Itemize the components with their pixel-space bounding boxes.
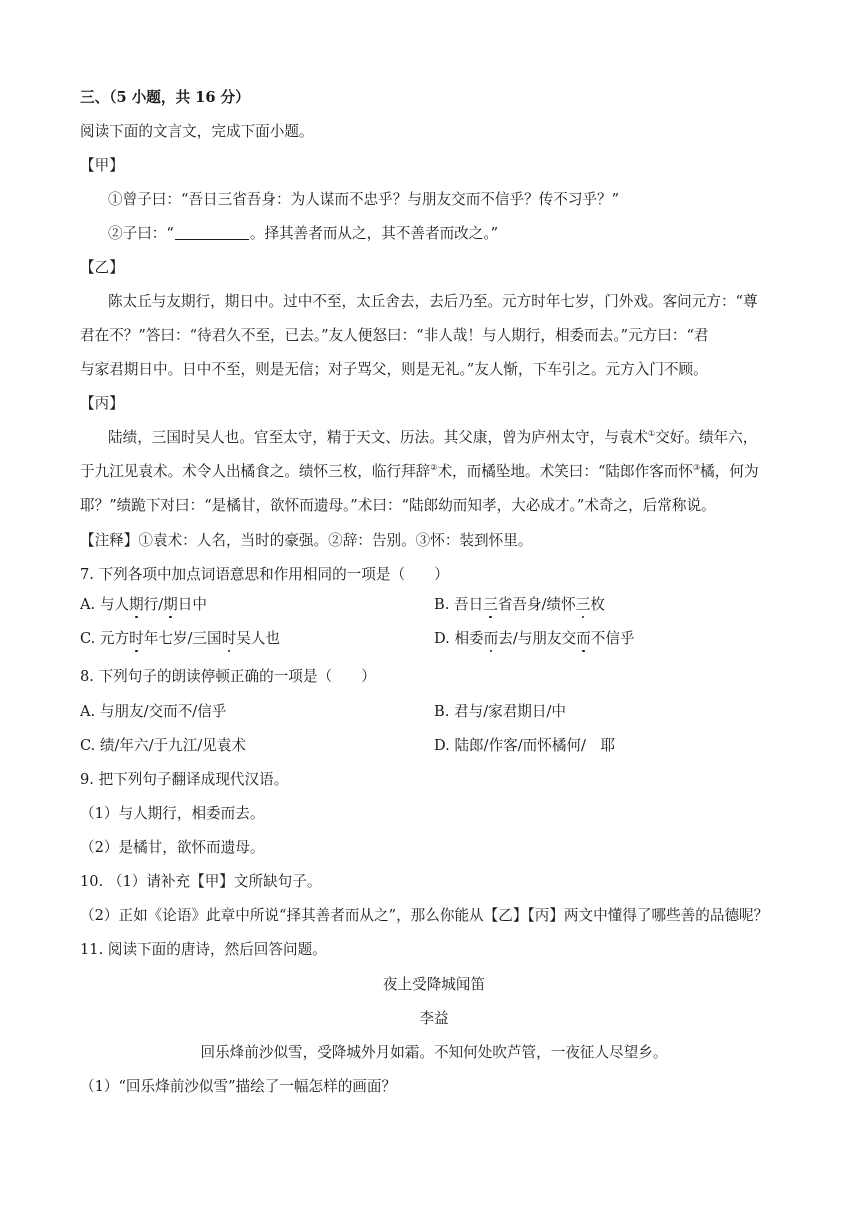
passage-bing-line1: [108, 428, 757, 448]
poem-text: 回乐烽前沙似雪，受降城外月如霜。不知何处吹芦管，一夜征人尽望乡。: [200, 1044, 668, 1061]
q10-part-1: 10. （1）请补充【甲】文所缺句子。: [80, 873, 322, 890]
q8-option-b[interactable]: B. 君与/家君期日/中: [434, 703, 566, 720]
passage-yi-label: 【乙】: [80, 259, 124, 276]
poem-author: 李益: [419, 1010, 449, 1027]
q7-option-b[interactable]: B. 吾日三省吾身/绩怀三枚: [434, 596, 605, 613]
passage-jia-line1: ①曾子曰：“吾日三省吾身：为人谋而不忠乎？与朋友交而不信乎？传不习乎？”: [108, 191, 620, 208]
text: 橘，何为: [700, 463, 759, 480]
q9-sentence-2: （2）是橘甘，欲怀而遗母。: [80, 839, 265, 856]
q9-sentence-1: （1）与人期行，相委而去。: [80, 805, 265, 822]
passage-jia-label: 【甲】: [80, 157, 124, 174]
passage-bing-line3: 耶？”绩跪下对曰：“是橘甘，欲怀而遗母。”术曰：“陆郎幼而知孝，大必成才。”术奇之，后常称说。: [80, 497, 716, 514]
passage-yi-line3: 与家君期日中。日中不至，则是无信；对子骂父，则是无礼。”友人惭，下车引之。元方入门不顾。: [80, 361, 708, 378]
section-title: 三、（5 小题，共 16 分）: [80, 89, 250, 106]
q8-stem: 8. 下列句子的朗读停顿正确的一项是（ ）: [80, 668, 376, 685]
q8-option-c[interactable]: C. 绩/年六/于九江/见袁术: [80, 737, 247, 754]
line2-post: 。择其善者而从之，其不善者而改之。”: [249, 225, 499, 242]
instruction: 阅读下面的文言文，完成下面小题。: [80, 123, 314, 140]
text: 于九江见袁术。术令人出橘食之。绩怀三枚，临行拜辞: [80, 463, 431, 480]
q8-option-a[interactable]: A. 与朋友/交而不/信乎: [80, 703, 227, 720]
notes: 【注释】①袁术：人名，当时的豪强。②辞：告别。③怀：装到怀里。: [80, 532, 533, 549]
q11-stem: 11. 阅读下面的唐诗，然后回答问题。: [80, 941, 327, 958]
q11-sub-1: （1）“回乐烽前沙似雪”描绘了一幅怎样的画面？: [80, 1078, 397, 1095]
passage-yi-line2: 君在不？”答曰：“待君久不至，已去。”友人便怒曰：“非人哉！与人期行，相委而去。”元方曰：“君: [80, 327, 709, 344]
q7-option-a[interactable]: A. 与人期行/期日中: [80, 596, 207, 613]
q10-part-2: （2）正如《论语》此章中所说“择其善者而从之”，那么你能从【乙】【丙】两文中懂得了哪些善的品德呢？: [80, 907, 769, 924]
q7-option-d[interactable]: D. 相委而去/与朋友交而不信乎: [434, 630, 635, 647]
poem-title: 夜上受降城闻笛: [382, 976, 486, 993]
q7-option-c[interactable]: C. 元方时年七岁/三国时吴人也: [80, 630, 281, 647]
passage-bing-label: 【丙】: [80, 395, 124, 412]
q7-stem: 7. 下列各项中加点词语意思和作用相同的一项是（ ）: [80, 566, 449, 583]
text: 交好。绩年六，: [655, 429, 758, 446]
q9-stem: 9. 把下列句子翻译成现代汉语。: [80, 771, 289, 788]
note-ref-2: ②: [430, 463, 438, 472]
passage-bing-line2: [80, 462, 759, 482]
text: 术，而橘坠地。术笑曰：“陆郎作客而怀: [437, 463, 693, 480]
note-ref-3: ③: [693, 463, 701, 472]
passage-yi-line1: 陈太丘与友期行，期日中。过中不至，太丘舍去，去后乃至。元方时年七岁，门外戏。客问元方：“尊: [108, 293, 758, 310]
passage-jia-line2: [108, 224, 498, 244]
fill-blank[interactable]: [175, 225, 249, 240]
note-ref-1: ①: [647, 429, 656, 438]
q8-option-d[interactable]: D. 陆郎/作客/而怀橘何/ 耶: [434, 737, 616, 754]
text: 陆绩，三国时吴人也。官至太守，精于天文、历法。其父康，曾为庐州太守，与袁术: [108, 429, 648, 446]
line2-pre: ②子曰：“: [108, 225, 174, 242]
